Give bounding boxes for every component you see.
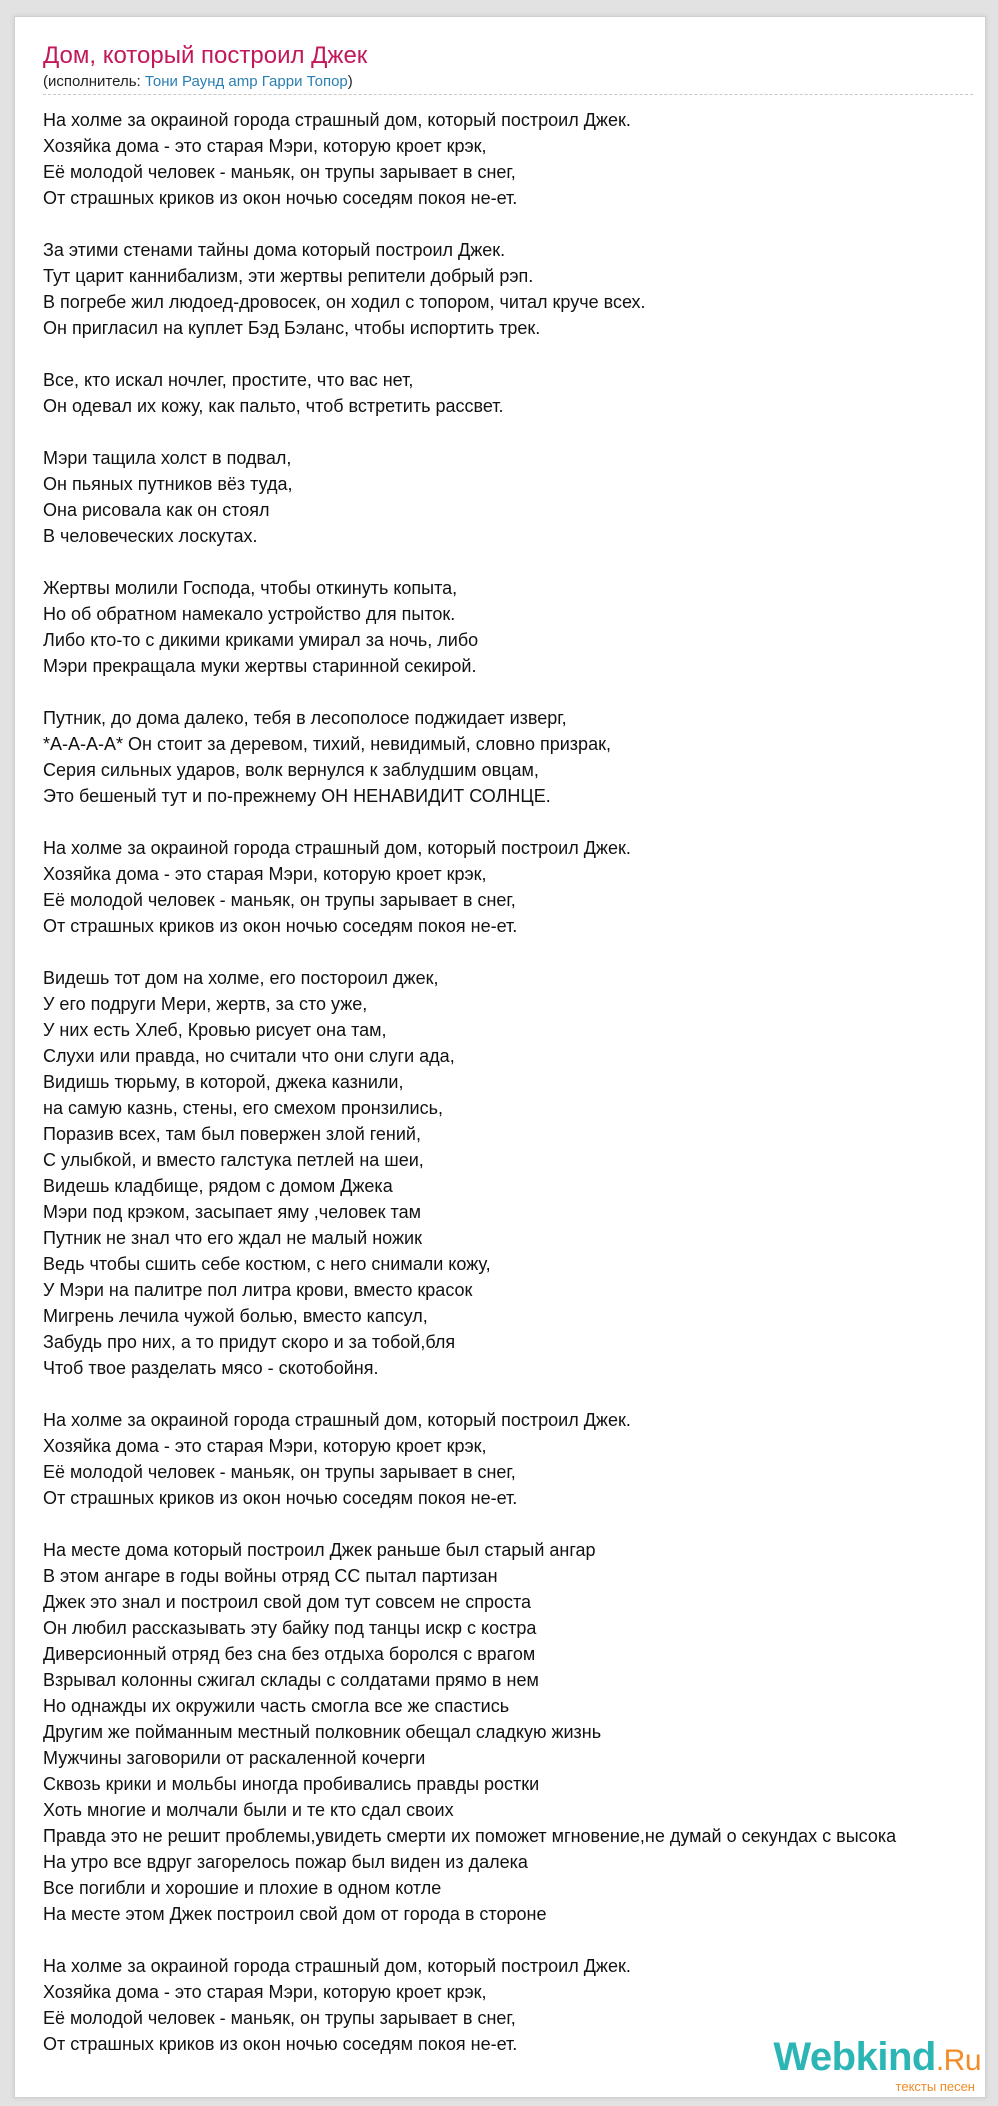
lyric-line: На холме за окраиной города страшный дом, который построил Джек.: [43, 1410, 631, 1430]
lyric-line: На утро все вдруг загорелось пожар был виден из далека: [43, 1852, 528, 1872]
lyric-line: В погребе жил людоед-дровосек, он ходил с топором, читал круче всех.: [43, 292, 646, 312]
lyric-line: Он пьяных путников вёз туда,: [43, 474, 293, 494]
lyric-line: Хоть многие и молчали были и те кто сдал своих: [43, 1800, 454, 1820]
lyric-line: Путник, до дома далеко, тебя в лесополосе поджидает изверг,: [43, 708, 567, 728]
lyric-line: Тут царит каннибализм, эти жертвы репители добрый рэп.: [43, 266, 534, 286]
stanza: [43, 965, 986, 1381]
lyric-line: На холме за окраиной города страшный дом, который построил Джек.: [43, 1956, 631, 1976]
lyric-line: Жертвы молили Господа, чтобы откинуть копыта,: [43, 578, 458, 598]
logo-wordmark: [773, 2035, 981, 2080]
lyric-line: На холме за окраиной города страшный дом, который построил Джек.: [43, 838, 631, 858]
lyric-line: Он одевал их кожу, как пальто, чтоб встретить рассвет.: [43, 396, 504, 416]
lyric-line: Серия сильных ударов, волк вернулся к заблудшим овцам,: [43, 760, 539, 780]
lyric-line: Либо кто-то с дикими криками умирал за ночь, либо: [43, 630, 479, 650]
lyric-line: От страшных криков из окон ночью соседям покоя не-ет.: [43, 916, 518, 936]
lyric-line: Её молодой человек - маньяк, он трупы зарывает в снег,: [43, 1462, 516, 1482]
lyric-line: Сквозь крики и мольбы иногда пробивались правды ростки: [43, 1774, 540, 1794]
stanza: [43, 835, 986, 939]
lyric-line: Он любил рассказывать эту байку под танцы искр с костра: [43, 1618, 537, 1638]
lyric-line: Все погибли и хорошие и плохие в одном котле: [43, 1878, 442, 1898]
lyric-line: Мэри прекращала муки жертвы старинной секирой.: [43, 656, 477, 676]
lyric-line: Хозяйка дома - это старая Мэри, которую кроет крэк,: [43, 1436, 487, 1456]
title-divider: [43, 94, 973, 95]
logo-tagline: тексты песен: [895, 2079, 975, 2094]
lyric-line: У его подруги Мери, жертв, за сто уже,: [43, 994, 368, 1014]
lyric-line: Мэри тащила холст в подвал,: [43, 448, 292, 468]
lyric-line: Видишь тюрьму, в которой, джека казнили,: [43, 1072, 404, 1092]
performer-prefix: (исполнитель:: [43, 73, 145, 90]
lyric-line: Путник не знал что его ждал не малый ножик: [43, 1228, 422, 1248]
lyric-line: Поразив всех, там был повержен злой гений,: [43, 1124, 421, 1144]
lyric-line: Диверсионный отряд без сна без отдыха боролся с врагом: [43, 1644, 536, 1664]
lyric-line: Он пригласил на куплет Бэд Бэланс, чтобы испортить трек.: [43, 318, 541, 338]
lyric-line: Другим же пойманным местный полковник обещал сладкую жизнь: [43, 1722, 602, 1742]
lyric-line: Мэри под крэком, засыпает яму ,человек там: [43, 1202, 421, 1222]
lyric-line: Слухи или правда, но считали что они слуги ада,: [43, 1046, 455, 1066]
lyrics-body: [43, 107, 986, 2083]
logo-main-text: Webkind: [773, 2035, 936, 2079]
lyric-line: На холме за окраиной города страшный дом, который построил Джек.: [43, 110, 631, 130]
lyric-line: Это бешеный тут и по-прежнему ОН НЕНАВИДИТ СОЛНЦЕ.: [43, 786, 551, 806]
lyric-line: Забудь про них, а то придут скоро и за тобой,бля: [43, 1332, 456, 1352]
lyric-line: Её молодой человек - маньяк, он трупы зарывает в снег,: [43, 162, 516, 182]
lyric-line: Но однажды их окружили часть смогла все же спастись: [43, 1696, 510, 1716]
lyric-line: Она рисовала как он стоял: [43, 500, 270, 520]
stanza: [43, 237, 986, 341]
lyric-line: С улыбкой, и вместо галстука петлей на шеи,: [43, 1150, 424, 1170]
lyric-line: Но об обратном намекало устройство для пыток.: [43, 604, 456, 624]
lyric-line: Хозяйка дома - это старая Мэри, которую кроет крэк,: [43, 864, 487, 884]
stanza: [43, 575, 986, 679]
stanza: [43, 367, 986, 419]
lyric-line: Видешь тот дом на холме, его постороил джек,: [43, 968, 439, 988]
stanza: [43, 1407, 986, 1511]
lyric-line: У них есть Хлеб, Кровью рисует она там,: [43, 1020, 387, 1040]
lyric-line: на самую казнь, стены, его смехом пронзились,: [43, 1098, 443, 1118]
stanza: [43, 107, 986, 211]
lyric-line: Её молодой человек - маньяк, он трупы зарывает в снег,: [43, 2008, 516, 2028]
lyric-line: На месте этом Джек построил свой дом от города в стороне: [43, 1904, 547, 1924]
lyric-line: За этими стенами тайны дома который построил Джек.: [43, 240, 506, 260]
lyrics-card: [14, 16, 986, 2098]
song-title: Дом, который построил Джек: [43, 42, 368, 69]
webkind-logo[interactable]: [773, 2035, 981, 2095]
stanza: [43, 445, 986, 549]
lyric-line: *А-А-А-А* Он стоит за деревом, тихий, невидимый, словно призрак,: [43, 734, 611, 754]
lyric-line: Джек это знал и построил свой дом тут совсем не спроста: [43, 1592, 532, 1612]
performer-line: [43, 73, 353, 90]
lyric-line: Её молодой человек - маньяк, он трупы зарывает в снег,: [43, 890, 516, 910]
lyric-line: Мужчины заговорили от раскаленной кочерги: [43, 1748, 426, 1768]
lyric-line: От страшных криков из окон ночью соседям покоя не-ет.: [43, 1488, 518, 1508]
lyric-line: В человеческих лоскутах.: [43, 526, 258, 546]
lyric-line: От страшных криков из окон ночью соседям покоя не-ет.: [43, 2034, 518, 2054]
lyric-line: У Мэри на палитре пол литра крови, вместо красок: [43, 1280, 473, 1300]
performer-link[interactable]: Тони Раунд amp Гарри Топор: [144, 73, 348, 90]
performer-suffix: ): [347, 73, 353, 90]
lyric-line: Мигрень лечила чужой болью, вместо капсул,: [43, 1306, 428, 1326]
logo-tld: .Ru: [935, 2044, 981, 2077]
lyric-line: Чтоб твое разделать мясо - скотобойня.: [43, 1358, 379, 1378]
lyric-line: Хозяйка дома - это старая Мэри, которую кроет крэк,: [43, 1982, 487, 2002]
lyric-line: В этом ангаре в годы войны отряд СС пытал партизан: [43, 1566, 498, 1586]
lyric-line: Видешь кладбище, рядом с домом Джека: [43, 1176, 393, 1196]
lyric-line: Хозяйка дома - это старая Мэри, которую кроет крэк,: [43, 136, 487, 156]
lyric-line: Правда это не решит проблемы,увидеть смерти их поможет мгновение,не думай о секундах с высока: [43, 1826, 897, 1846]
lyric-line: Все, кто искал ночлег, простите, что вас нет,: [43, 370, 414, 390]
lyric-line: На месте дома который построил Джек раньше был старый ангар: [43, 1540, 596, 1560]
stanza: [43, 705, 986, 809]
stanza: [43, 1537, 986, 1927]
lyric-line: От страшных криков из окон ночью соседям покоя не-ет.: [43, 188, 518, 208]
lyric-line: Ведь чтобы сшить себе костюм, с него снимали кожу,: [43, 1254, 491, 1274]
lyric-line: Взрывал колонны сжигал склады с солдатами прямо в нем: [43, 1670, 539, 1690]
